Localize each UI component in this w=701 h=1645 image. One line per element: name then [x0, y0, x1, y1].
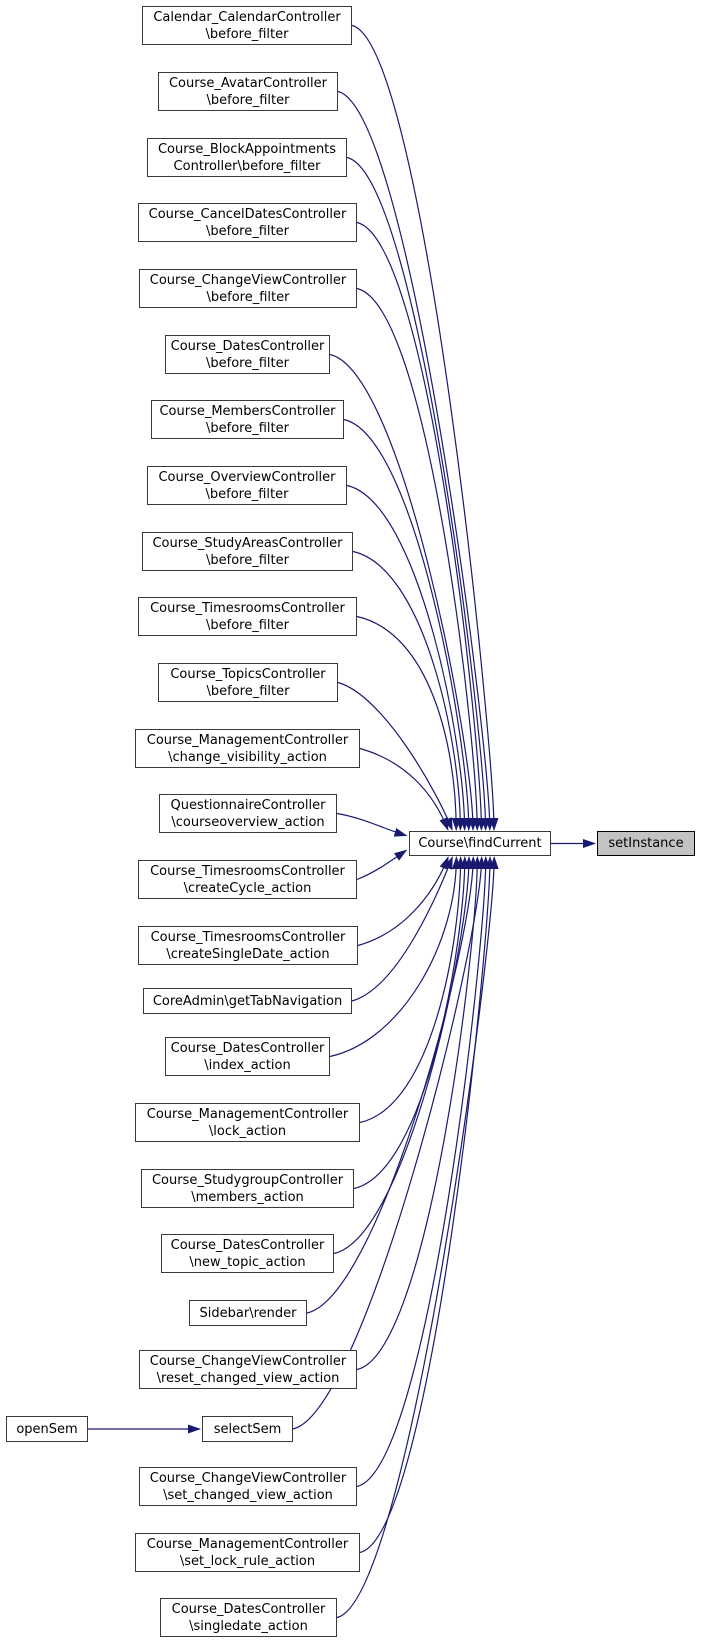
node-label-line: Course_DatesController: [170, 338, 325, 354]
node-course-overviewcontroller-before-filter[interactable]: [147, 466, 347, 505]
call-edge: [347, 158, 486, 830]
node-course-changeviewcontroller-before-filter[interactable]: [139, 269, 357, 308]
call-edge: [357, 289, 477, 830]
node-label-line: \members_action: [191, 1189, 304, 1205]
node-label-line: Sidebar\render: [199, 1305, 297, 1321]
call-edge: [337, 814, 406, 836]
node-course-timesroomscontroller-before-filter[interactable]: [138, 597, 357, 636]
call-edge: [357, 851, 406, 880]
node-label: Course\findCurrent: [418, 836, 542, 851]
node-calendar-calendarcontroller-before-filter[interactable]: [142, 6, 352, 45]
node-course-topicscontroller-before-filter[interactable]: [158, 663, 338, 702]
call-edge: [360, 858, 490, 1553]
node-label-line: \before_filter: [205, 26, 289, 42]
node-course-studygroupcontroller-members-action[interactable]: [141, 1169, 354, 1208]
call-edge: [360, 858, 461, 1123]
node-label-line: Course_ManagementController: [146, 732, 349, 748]
node-course-changeviewcontroller-reset-changed-view-action[interactable]: [139, 1350, 357, 1389]
call-edge: [357, 223, 481, 830]
node-label-line: Course_CancelDatesController: [148, 206, 347, 222]
node-questionnairecontroller-courseoverview-action[interactable]: [159, 794, 337, 833]
node-selectsem[interactable]: [202, 1416, 293, 1442]
node-label-line: \courseoverview_action: [171, 814, 325, 830]
call-edge: [360, 749, 448, 830]
node-label-line: CoreAdmin\getTabNavigation: [152, 993, 343, 1009]
node-course-timesroomscontroller-createsingledate-action[interactable]: [138, 926, 358, 965]
call-edge: [357, 617, 456, 830]
node-label-line: \set_changed_view_action: [163, 1487, 333, 1503]
node-label-line: Course_MembersController: [159, 403, 336, 419]
node-label-line: Course_ChangeViewController: [149, 1470, 347, 1486]
call-edge: [357, 858, 486, 1487]
node-course-datescontroller-index-action[interactable]: [165, 1037, 330, 1076]
node-label-line: \reset_changed_view_action: [156, 1370, 340, 1386]
node-label-line: selectSem: [213, 1421, 282, 1437]
node-course-managementcontroller-change-visibility-action[interactable]: [135, 729, 360, 768]
node-label-line: openSem: [16, 1421, 78, 1437]
node-label-line: \before_filter: [206, 552, 289, 568]
call-edge: [353, 552, 460, 830]
node-label-line: Calendar_CalendarController: [153, 9, 341, 25]
node-course-datescontroller-before-filter[interactable]: [165, 335, 330, 374]
node-label-line: Course_DatesController: [170, 1237, 325, 1253]
node-label-line: \createCycle_action: [183, 880, 312, 896]
node-label-line: \before_filter: [206, 92, 290, 108]
node-label-line: Course_ChangeViewController: [149, 1353, 347, 1369]
node-label-line: \before_filter: [206, 289, 290, 305]
node-course-managementcontroller-set-lock-rule-action[interactable]: [135, 1533, 360, 1572]
node-label-line: Course_AvatarController: [168, 75, 328, 91]
node-course-blockappointmentscontroller-before-filter[interactable]: [147, 138, 347, 177]
node-sidebar-render[interactable]: [189, 1300, 307, 1326]
node-label-line: Course_OverviewController: [158, 469, 336, 485]
node-label-line: \before_filter: [206, 355, 289, 371]
node-course-datescontroller-singledate-action[interactable]: [160, 1598, 337, 1637]
node-course-timesroomscontroller-createcycle-action[interactable]: [138, 860, 357, 899]
node-setinstance: [597, 831, 695, 856]
node-course-datescontroller-new-topic-action[interactable]: [161, 1234, 334, 1273]
node-course-memberscontroller-before-filter[interactable]: [151, 400, 344, 439]
call-edge: [358, 858, 448, 946]
node-course-findcurrent[interactable]: [409, 831, 551, 856]
node-label-line: \before_filter: [206, 617, 289, 633]
node-label-line: \before_filter: [205, 486, 289, 502]
call-edge: [354, 858, 465, 1189]
node-course-managementcontroller-lock-action[interactable]: [135, 1103, 360, 1142]
node-label-line: \lock_action: [208, 1123, 287, 1139]
node-label-line: Course_DatesController: [170, 1040, 325, 1056]
node-label-line: \index_action: [204, 1057, 291, 1073]
node-label-line: \before_filter: [206, 223, 289, 239]
node-label-line: \set_lock_rule_action: [179, 1553, 316, 1569]
node-label-line: Course_StudyAreasController: [152, 535, 343, 551]
node-course-avatarcontroller-before-filter[interactable]: [158, 72, 338, 111]
node-label-line: QuestionnaireController: [170, 797, 326, 813]
node-opensem[interactable]: [6, 1416, 88, 1442]
node-label-line: Course_StudygroupController: [151, 1172, 344, 1188]
node-course-canceldatescontroller-before-filter[interactable]: [138, 203, 357, 242]
node-course-changeviewcontroller-set-changed-view-action[interactable]: [139, 1467, 357, 1506]
node-label: setInstance: [608, 836, 684, 851]
node-label-line: \change_visibility_action: [168, 749, 327, 765]
call-edge: [352, 858, 452, 1002]
node-label-line: \createSingleDate_action: [166, 946, 330, 962]
node-label-line: \before_filter: [206, 420, 289, 436]
call-edge: [344, 420, 469, 830]
node-course-studyareascontroller-before-filter[interactable]: [142, 532, 353, 571]
node-label-line: \singledate_action: [189, 1618, 308, 1634]
node-label-line: Course_ManagementController: [146, 1106, 349, 1122]
node-label-line: Course_ManagementController: [146, 1536, 349, 1552]
node-label-line: Course_BlockAppointments: [157, 141, 337, 157]
node-label-line: Course_TimesroomsController: [150, 600, 345, 616]
node-label-line: Course_TimesroomsController: [150, 929, 346, 945]
node-label-line: Course_TopicsController: [170, 666, 326, 682]
node-label-line: Controller\before_filter: [173, 158, 321, 174]
call-edge: [338, 92, 490, 830]
node-label-line: \before_filter: [206, 683, 290, 699]
node-label-line: Course_DatesController: [171, 1601, 326, 1617]
node-label-line: Course_ChangeViewController: [149, 272, 347, 288]
node-coreadmin-gettabnavigation[interactable]: [143, 988, 352, 1014]
node-label-line: \new_topic_action: [189, 1254, 306, 1270]
call-edge: [337, 858, 494, 1618]
node-label-line: Course_TimesroomsController: [150, 863, 345, 879]
